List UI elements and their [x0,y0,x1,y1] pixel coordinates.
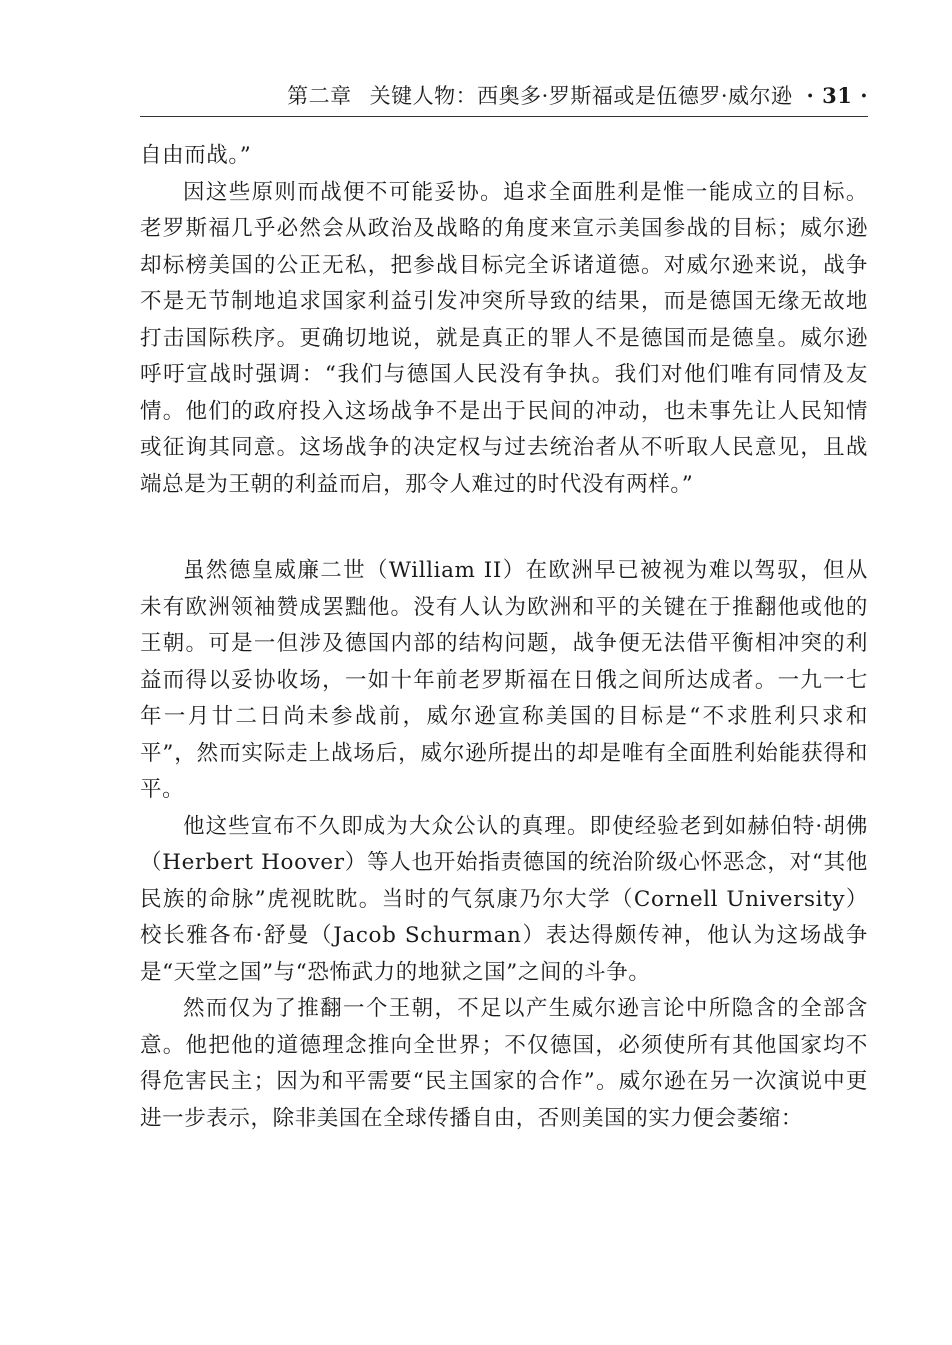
body-text [140,138,868,1137]
paragraph: 然而仅为了推翻一个王朝，不足以产生威尔逊言论中所隐含的全部含意。他把他的道德理念推向全世界；不仅德国，必须使所有其他国家均不得危害民主；因为和平需要“民主国家的合作”。威尔逊在另一次演说中更进一步表示，除非美国在全球传播自由，否则美国的实力便会萎缩： [140,996,868,1131]
chapter-label: 第二章 [287,84,352,108]
paragraph: 虽然德皇威廉二世（William II）在欧洲早已被视为难以驾驭，但从未有欧洲领袖赞成罢黜他。没有人认为欧洲和平的关键在于推翻他或他的王朝。可是一但涉及德国内部的结构问题，战争便无法借平衡相冲突的利益而得以妥协收场，一如十年前老罗斯福在日俄之间所达成者。一九一七年一月廿二日尚未参战前，威尔逊宣称美国的目标是“不求胜利只求和平”，然而实际走上战场后，威尔逊所提出的却是唯有全面胜利始能获得和平。 [140,558,868,802]
paragraph: 因这些原则而战便不可能妥协。追求全面胜利是惟一能成立的目标。老罗斯福几乎必然会从政治及战略的角度来宣示美国参战的目标；威尔逊却标榜美国的公正无私，把参战目标完全诉诸道德。对威尔逊来说，战争不是无节制地追求国家利益引发冲突所导致的结果，而是德国无缘无故地打击国际秩序。更确切地说，就是真正的罪人不是德国而是德皇。威尔逊呼吁宣战时强调：“我们与德国人民没有争执。我们对他们唯有同情及友情。他们的政府投入这场战争不是出于民间的冲动，也未事先让人民知情或征询其同意。这场战争的决定权与过去统治者从不听取人民意见，且战端总是为王朝的利益而启，那令人难过的时代没有两样。” [140,179,868,497]
section-gap [140,503,868,553]
paragraph: 他这些宣布不久即成为大众公认的真理。即使经验老到如赫伯特·胡佛（Herbert Hoover）等人也开始指责德国的统治阶级心怀恶念，对“其他民族的命脉”虎视眈眈。当时的气氛康乃尔大学（Cornell University）校长雅各布·舒曼（Jacob Schurman）表达得颇传神，他认为这场战争是“天堂之国”与“恐怖武力的地狱之国”之间的斗争。 [140,813,868,985]
running-header [140,80,868,114]
header-rule [140,116,868,117]
page-number: · 31 · [806,83,868,108]
paragraph-continued: 自由而战。” [140,143,252,168]
chapter-title: 关键人物：西奥多·罗斯福或是伍德罗·威尔逊 [369,84,793,108]
